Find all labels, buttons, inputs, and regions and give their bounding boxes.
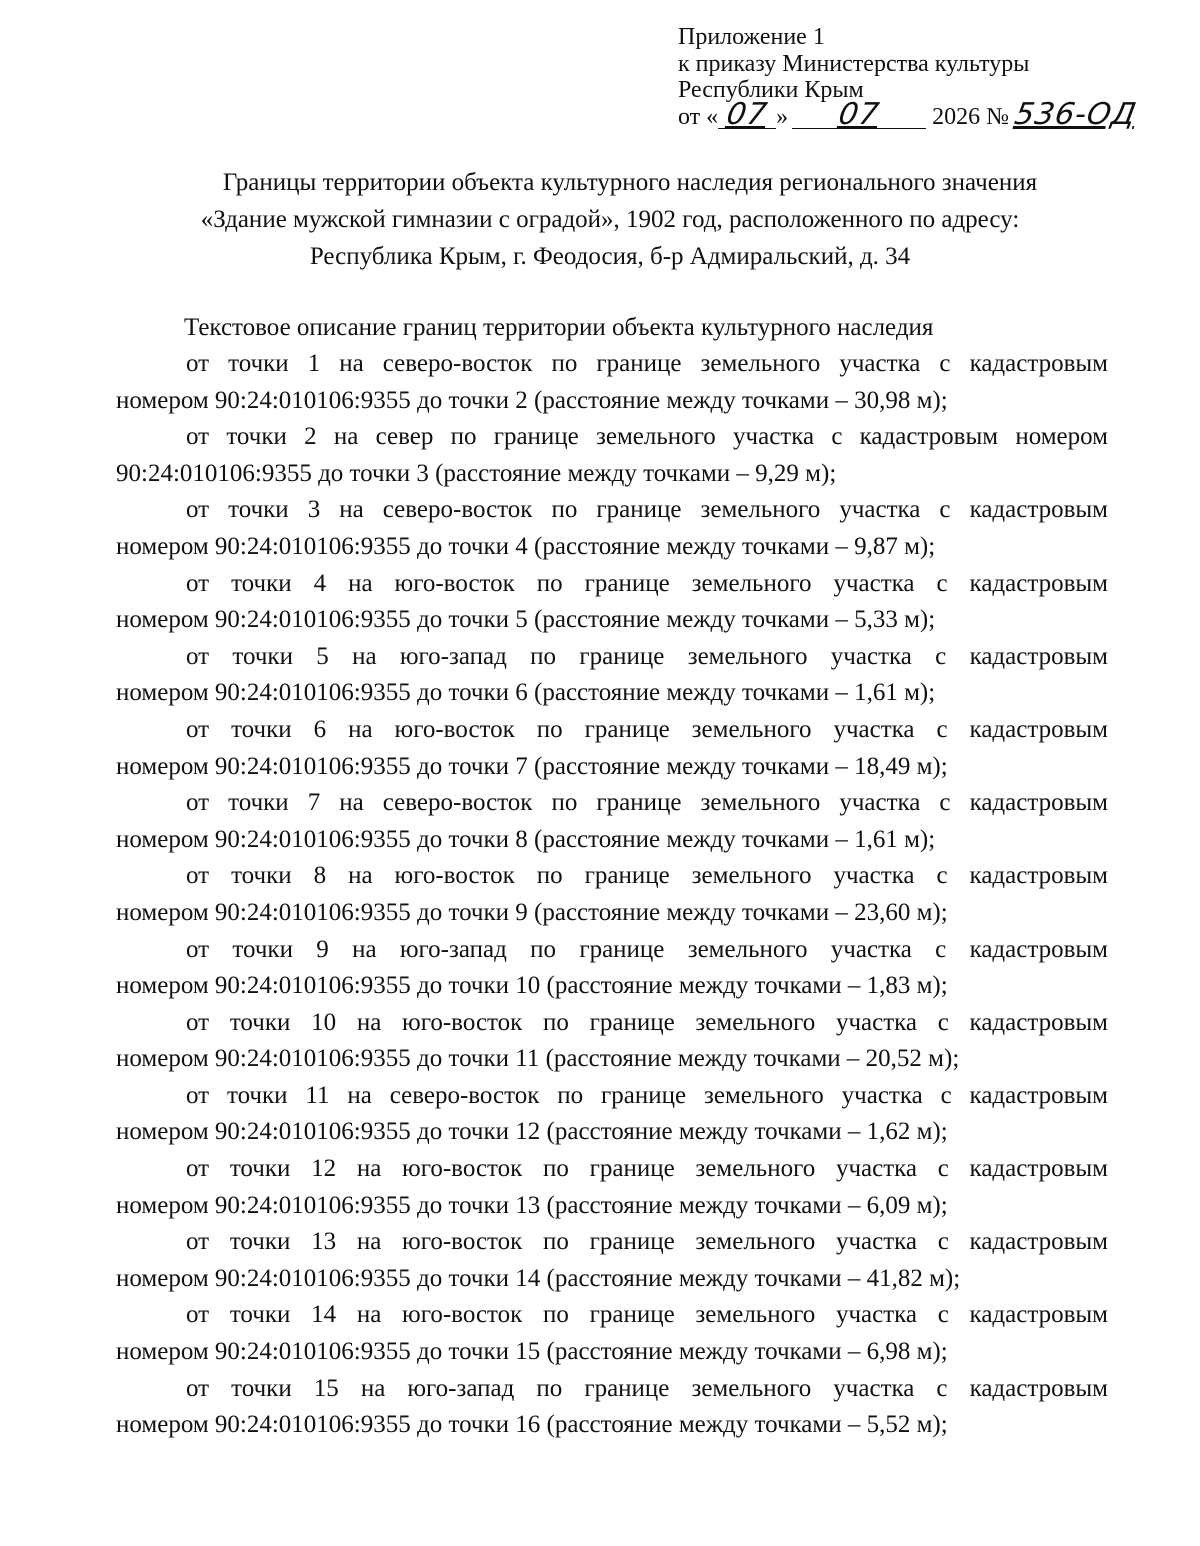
boundary-description — [116, 346, 1108, 1444]
order-number-handwritten: 536-ОД — [1012, 96, 1140, 132]
boundary-paragraph — [116, 1151, 1108, 1224]
boundary-paragraph — [116, 1371, 1108, 1444]
paragraph-line-second: номером 90:24:010106:9355 до точки 15 (расстояние между точками – 6,98 м); — [116, 1338, 948, 1366]
document-title — [110, 164, 1110, 275]
order-number-field — [1012, 96, 1140, 132]
appendix-header — [678, 24, 1148, 130]
paragraph-line-first: от точки 6 на юго-восток по границе земельного участка с кадастровым — [186, 715, 1108, 743]
order-reference: к приказу Министерства культуры — [678, 50, 1030, 77]
paragraph-line-first: от точки 4 на юго-восток по границе земельного участка с кадастровым — [186, 569, 1108, 597]
boundary-paragraph — [116, 639, 1108, 712]
date-day-field — [718, 96, 776, 132]
section-heading: Текстовое описание границ территории объекта культурного наследия — [184, 314, 934, 341]
date-month-field — [792, 96, 926, 132]
boundary-paragraph — [116, 419, 1108, 492]
order-date-line — [678, 96, 1148, 132]
paragraph-line-first: от точки 12 на юго-восток по границе земельного участка с кадастровым — [186, 1155, 1108, 1183]
boundary-paragraph — [116, 1297, 1108, 1370]
boundary-paragraph — [116, 346, 1108, 419]
date-mid: » — [776, 103, 789, 130]
boundary-paragraph — [116, 492, 1108, 565]
date-year-label: 2026 № — [932, 103, 1010, 130]
paragraph-line-first: от точки 14 на юго-восток по границе земельного участка с кадастровым — [186, 1301, 1108, 1329]
paragraph-line-first: от точки 11 на северо-восток по границе земельного участка с кадастровым — [186, 1081, 1108, 1109]
paragraph-line-second: номером 90:24:010106:9355 до точки 8 (расстояние между точками – 1,61 м); — [116, 825, 936, 853]
boundary-paragraph — [116, 785, 1108, 858]
paragraph-line-second: номером 90:24:010106:9355 до точки 13 (расстояние между точками – 6,09 м); — [116, 1191, 948, 1219]
date-prefix: от « — [678, 103, 719, 130]
title-line-1: Границы территории объекта культурного наследия регионального значения — [222, 169, 1038, 196]
paragraph-line-first: от точки 7 на северо-восток по границе земельного участка с кадастровым — [186, 789, 1108, 817]
paragraph-line-first: от точки 9 на юго-запад по границе земельного участка с кадастровым — [186, 935, 1108, 963]
paragraph-line-second: номером 90:24:010106:9355 до точки 7 (расстояние между точками – 18,49 м); — [116, 752, 948, 780]
paragraph-line-first: от точки 8 на юго-восток по границе земельного участка с кадастровым — [186, 862, 1108, 890]
paragraph-line-second: 90:24:010106:9355 до точки 3 (расстояние между точками – 9,29 м); — [116, 459, 837, 487]
paragraph-line-first: от точки 5 на юго-запад по границе земельного участка с кадастровым — [186, 642, 1108, 670]
paragraph-line-second: номером 90:24:010106:9355 до точки 16 (расстояние между точками – 5,52 м); — [116, 1411, 948, 1439]
paragraph-line-second: номером 90:24:010106:9355 до точки 14 (расстояние между точками – 41,82 м); — [116, 1264, 961, 1292]
boundary-paragraph — [116, 566, 1108, 639]
boundary-paragraph — [116, 712, 1108, 785]
paragraph-line-second: номером 90:24:010106:9355 до точки 5 (расстояние между точками – 5,33 м); — [116, 606, 936, 634]
date-day-handwritten: 07 — [724, 96, 771, 132]
boundary-paragraph — [116, 932, 1108, 1005]
paragraph-line-second: номером 90:24:010106:9355 до точки 6 (расстояние между точками – 1,61 м); — [116, 679, 936, 707]
boundary-paragraph — [116, 1078, 1108, 1151]
paragraph-line-first: от точки 3 на северо-восток по границе земельного участка с кадастровым — [186, 496, 1108, 524]
paragraph-line-first: от точки 2 на север по границе земельного участка с кадастровым номером — [186, 423, 1108, 451]
paragraph-line-second: номером 90:24:010106:9355 до точки 12 (расстояние между точками – 1,62 м); — [116, 1118, 948, 1146]
appendix-label: Приложение 1 — [678, 24, 825, 50]
title-line-3: Республика Крым, г. Феодосия, б-р Адмиральский, д. 34 — [309, 243, 911, 270]
boundary-paragraph — [116, 1224, 1108, 1297]
date-month-handwritten: 07 — [836, 96, 883, 132]
boundary-paragraph — [116, 1005, 1108, 1078]
paragraph-line-second: номером 90:24:010106:9355 до точки 10 (расстояние между точками – 1,83 м); — [116, 972, 948, 1000]
paragraph-line-first: от точки 10 на юго-восток по границе земельного участка с кадастровым — [186, 1008, 1108, 1036]
boundary-paragraph — [116, 858, 1108, 931]
paragraph-line-second: номером 90:24:010106:9355 до точки 4 (расстояние между точками – 9,87 м); — [116, 532, 936, 560]
paragraph-line-first: от точки 15 на юго-запад по границе земельного участка с кадастровым — [186, 1374, 1108, 1402]
paragraph-line-first: от точки 1 на северо-восток по границе земельного участка с кадастровым — [186, 350, 1108, 377]
title-line-2: «Здание мужской гимназии с оградой», 1902 год, расположенного по адресу: — [200, 206, 1020, 233]
paragraph-line-second: номером 90:24:010106:9355 до точки 2 (расстояние между точками – 30,98 м); — [116, 386, 948, 414]
ministry-region: Республики Крым — [678, 77, 864, 103]
paragraph-line-second: номером 90:24:010106:9355 до точки 11 (расстояние между точками – 20,52 м); — [116, 1045, 960, 1073]
paragraph-line-second: номером 90:24:010106:9355 до точки 9 (расстояние между точками – 23,60 м); — [116, 898, 948, 926]
paragraph-line-first: от точки 13 на юго-восток по границе земельного участка с кадастровым — [186, 1228, 1108, 1256]
